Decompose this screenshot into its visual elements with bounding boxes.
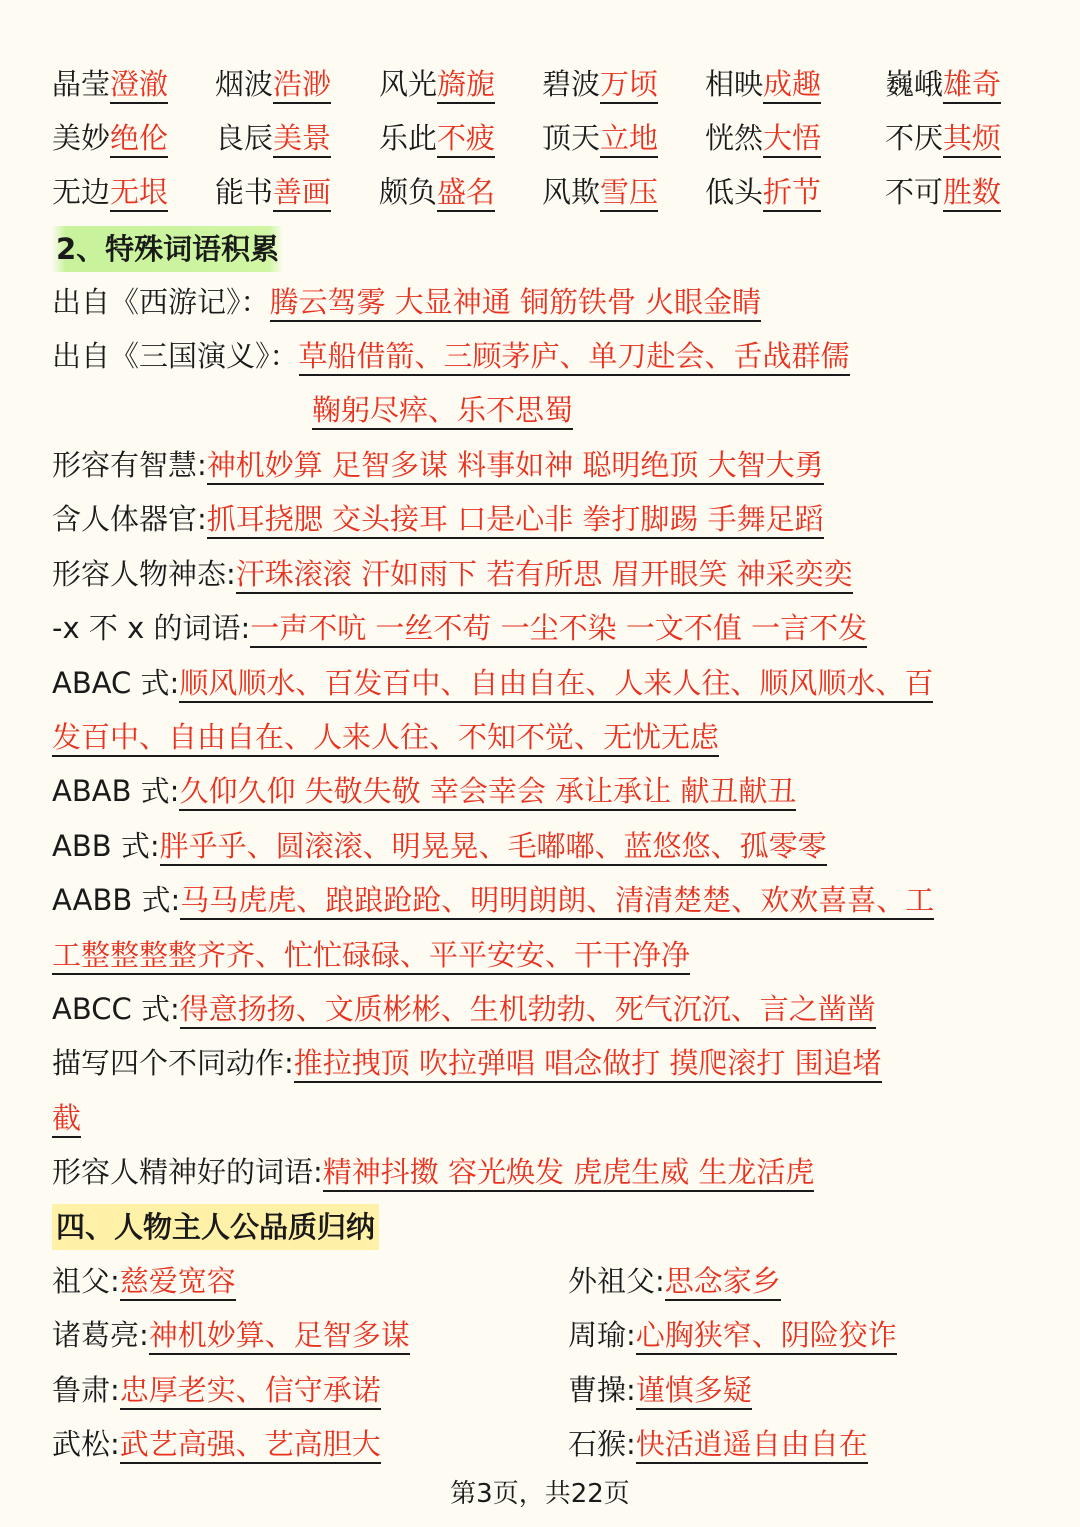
character-row (52, 1308, 1040, 1362)
vocab-row: 形容有智慧:神机妙算 足智多谋 料事如神 聪明绝顶 大智大勇 (52, 438, 1040, 492)
vocab-row: 出自《西游记》：腾云驾雾 大显神通 铜筋铁骨 火眼金睛 (52, 275, 1040, 329)
vocab-row-continued: 鞠躬尽瘁、乐不思蜀 (312, 383, 1040, 437)
vocab-row: 出自《三国演义》：草船借箭、三顾茅庐、单刀赴会、舌战群儒 (52, 329, 1040, 383)
idiom-row-3 (52, 165, 1040, 219)
idiom-item: 低头折节 (705, 165, 821, 219)
idiom-item: 相映成趣 (705, 57, 821, 111)
character-item: 武松:武艺高强、艺高胆大 (52, 1417, 381, 1471)
idiom-item: 巍峨雄奇 (885, 57, 1001, 111)
character-item: 周瑜:心胸狭窄、阴险狡诈 (568, 1308, 897, 1362)
idiom-item: 不可胜数 (885, 165, 1001, 219)
vocab-row-continued: 工整整整整齐齐、忙忙碌碌、平平安安、干干净净 (52, 928, 1040, 982)
idiom-row-1 (52, 57, 1040, 111)
idiom-item: 乐此不疲 (379, 111, 495, 165)
vocab-row: 描写四个不同动作:推拉拽顶 吹拉弹唱 唱念做打 摸爬滚打 围追堵 (52, 1036, 1040, 1090)
idiom-item: 恍然大悟 (705, 111, 821, 165)
idiom-item: 碧波万顷 (542, 57, 658, 111)
vocab-row: -x 不 x 的词语:一声不吭 一丝不苟 一尘不染 一文不值 一言不发 (52, 601, 1040, 655)
idiom-item: 美妙绝伦 (52, 111, 168, 165)
idiom-item: 无边无垠 (52, 165, 168, 219)
character-item: 曹操:谨慎多疑 (568, 1363, 752, 1417)
vocab-row: 形容人物神态:汗珠滚滚 汗如雨下 若有所思 眉开眼笑 神采奕奕 (52, 547, 1040, 601)
character-item: 诸葛亮:神机妙算、足智多谋 (52, 1308, 410, 1362)
idiom-item: 烟波浩渺 (215, 57, 331, 111)
character-item: 鲁肃:忠厚老实、信守承诺 (52, 1363, 381, 1417)
character-row (52, 1254, 1040, 1308)
idiom-row-2 (52, 111, 1040, 165)
character-item: 外祖父:思念家乡 (568, 1254, 781, 1308)
idiom-item: 颇负盛名 (379, 165, 495, 219)
vocab-row: ABCC 式:得意扬扬、文质彬彬、生机勃勃、死气沉沉、言之凿凿 (52, 982, 1040, 1036)
vocab-row: ABAC 式:顺风顺水、百发百中、自由自在、人来人往、顺风顺水、百 (52, 656, 1040, 710)
idiom-item: 顶天立地 (542, 111, 658, 165)
idiom-item: 晶莹澄澈 (52, 57, 168, 111)
section-heading-4: 四、人物主人公品质归纳 (52, 1204, 379, 1250)
vocab-row-continued: 截 (52, 1091, 1040, 1145)
vocab-row: 形容人精神好的词语:精神抖擞 容光焕发 虎虎生威 生龙活虎 (52, 1145, 1040, 1199)
page-number: 第3页，共22页 (450, 1479, 630, 1509)
vocab-row: ABB 式:胖乎乎、圆滚滚、明晃晃、毛嘟嘟、蓝悠悠、孤零零 (52, 819, 1040, 873)
vocab-row: ABAB 式:久仰久仰 失敬失敬 幸会幸会 承让承让 献丑献丑 (52, 764, 1040, 818)
vocab-row: AABB 式:马马虎虎、踉踉跄跄、明明朗朗、清清楚楚、欢欢喜喜、工 (52, 873, 1040, 927)
vocab-row-continued: 发百中、自由自在、人来人往、不知不觉、无忧无虑 (52, 710, 1040, 764)
character-item: 石猴:快活逍遥自由自在 (568, 1417, 868, 1471)
character-row (52, 1363, 1040, 1417)
idiom-item: 能书善画 (215, 165, 331, 219)
vocab-row: 含人体器官:抓耳挠腮 交头接耳 口是心非 拳打脚踢 手舞足蹈 (52, 492, 1040, 546)
idiom-item: 良辰美景 (215, 111, 331, 165)
idiom-item: 不厌其烦 (885, 111, 1001, 165)
character-row (52, 1417, 1040, 1471)
idiom-item: 风光旖旎 (379, 57, 495, 111)
idiom-item: 风欺雪压 (542, 165, 658, 219)
section-heading-2: 2、特殊词语积累 (52, 226, 283, 272)
character-item: 祖父:慈爱宽容 (52, 1254, 236, 1308)
